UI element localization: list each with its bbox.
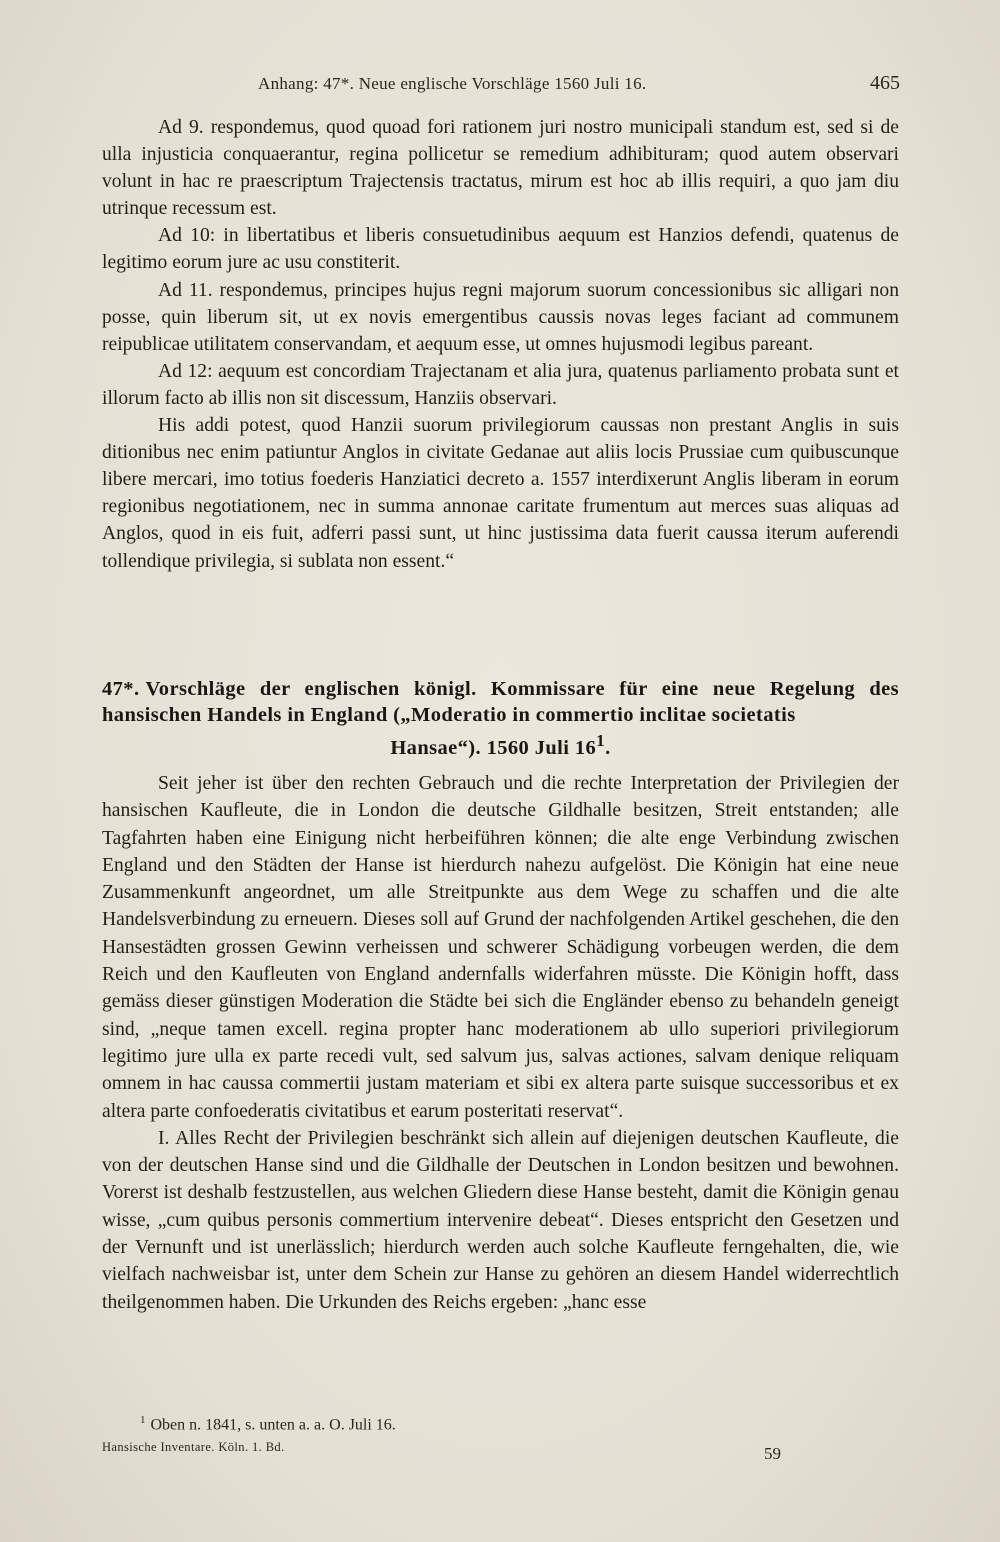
section-heading-date: Hansae“). 1560 Juli 16: [390, 736, 597, 759]
paragraph-article-i: I. Alles Recht der Privilegien beschränkt sich allein auf diejenigen deutschen Kaufleute, die von der deutschen Hanse sind und die Gildhalle der Deutschen in London besitzen und bewohnen. Vorerst ist deshalb festzustellen, aus welchen Gliedern diese Hanse besteht, damit die Königin genau wisse, „cum quibus personis commertium intervenire debeat“. Dieses entspricht den Gesetzen und der Vernunft und ist unerlässlich; hierdurch werden auch solche Kaufleute ferngehalten, die, wie vielfach nachweisbar ist, unter dem Schein zur Hanse zu gehören an diesem Handel widerrechtlich theilgenommen haben. Die Urkunden des Reichs ergeben: „hanc esse: [102, 1127, 899, 1313]
paragraph-ad-10: Ad 10: in libertatibus et liberis consuetudinibus aequum est Hanzios defendi, quatenus de legitimo eorum jure ac usu constiterit.: [102, 225, 899, 274]
footnote-mark: 1: [140, 1414, 146, 1426]
paragraph-his-addi: His addi potest, quod Hanzii suorum privilegiorum caussas non prestant Anglis in suis ditionibus nec enim patiuntur Anglos in civitate Gedanae aut aliis locis Prussiae cum quibuscunque libere mercari, imo totius foederis Hanziatici decreto a. 1557 interdixerunt Anglis liberam in eorum regionibus negotiationem, nec in summa annonae caritate frumentum aut merces suas aliquas ad Anglos, quod in eis fuit, adferri passi sunt, ut hinc justissima data fuerit caussa iterum auferendi tollendique privilegia, si sublata non essent.“: [102, 415, 899, 572]
footnote-reference: 1: [596, 731, 606, 750]
running-head: Anhang: 47*. Neue englische Vorschläge 1560 Juli 16.: [258, 74, 647, 93]
text-block-top: [102, 114, 899, 575]
footnote-text: Oben n. 1841, s. unten a. a. O. Juli 16.: [150, 1416, 396, 1434]
text-block-main: [102, 770, 899, 1316]
section-heading: [102, 676, 899, 761]
sheet-number: 59: [764, 1444, 781, 1463]
section-heading-last-line: [102, 728, 899, 761]
paragraph-intro: Seit jeher ist über den rechten Gebrauch und die rechte Interpretation der Privilegien der hansischen Kaufleute, die in London die deutsche Gildhalle besitzen, Streit entstanden; alle Tagfahrten haben eine Einigung nicht herbeiführen können; die alte enge Verbindung zwischen England und den Städten der Hanse ist hierdurch nahezu aufgelöst. Die Königin hat eine neue Zusammenkunft angeordnet, um alle Streitpunkte aus dem Wege zu schaffen und die alte Handelsverbindung zu erneuern. Dieses soll auf Grund der nachfolgenden Artikel geschehen, die den Hansestädten grossen Gewinn verheissen und schwerer Schädigung vorbeugen werden, die dem Reich und den Kaufleuten von England andernfalls widerfahren müsste. Die Königin hofft, dass gemäss dieser günstigen Moderation die Städte bei sich die Engländer ebenso zu behandeln geneigt sind, „neque tamen excell. regina propter hanc moderationem ab ullo superiori privilegiorum legitimo jure ulla ex parte recedi vult, sed salvum jus, salvas actiones, salvam denique reliquam omnem in hac caussa commertii justam materiam et sibi ex altera parte suisque successoribus et ex altera parte confoederatis civitatibus et earum posteritati reservat“.: [102, 773, 899, 1122]
section-number: 47*.: [102, 678, 140, 700]
footnote: [140, 1414, 396, 1434]
section-heading-text: Vorschläge der englischen königl. Kommissare für eine neue Regelung des hansischen Handels in England („Moderatio in commertio inclitae societatis: [102, 678, 899, 726]
page-number: 465: [870, 72, 900, 94]
printer-signature: Hansische Inventare. Köln. 1. Bd.: [102, 1440, 285, 1454]
paragraph-ad-12: Ad 12: aequum est concordiam Trajectanam et alia jura, quatenus parliamento probata sunt et illorum facto ab illis non sit discessum, Hanziis observari.: [102, 360, 899, 409]
paragraph-ad-9: Ad 9. respondemus, quod quoad fori rationem juri nostro municipali standum est, sed si de ulla injusticia conquaerantur, regina pollicetur se remedium adhibituram; quod autem observari volunt in hac re praescriptum Trajectensis tractatus, mirum est hoc ab illis requiri, a quo jam diu utrinque recessum est.: [102, 117, 899, 220]
section-heading-end: .: [605, 736, 611, 759]
paragraph-ad-11: Ad 11. respondemus, principes hujus regni majorum suorum concessionibus sic alligari non posse, quin liberum sit, ut ex novis emergentibus caussis novas leges faciant ad communem reipublicae utilitatem conservandam, et aequum esse, ut omnes hujusmodi legibus pareant.: [102, 279, 899, 355]
